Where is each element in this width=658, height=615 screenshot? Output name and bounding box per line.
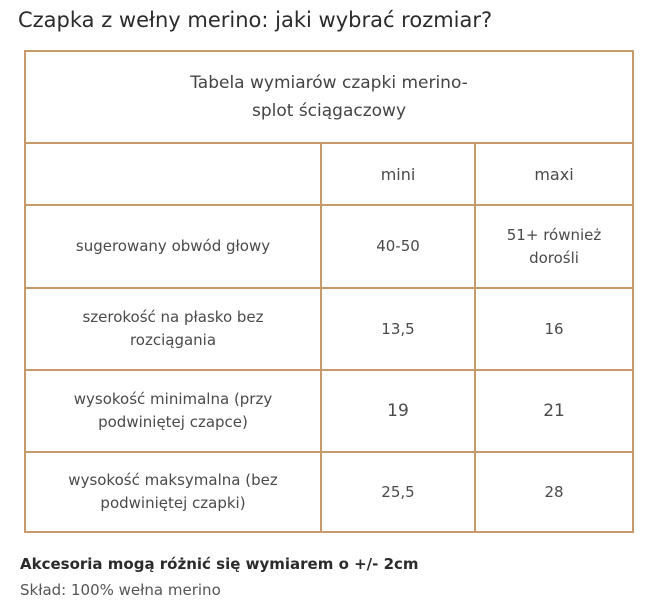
mini-value: 40-50 (321, 205, 475, 288)
table-header-row (25, 143, 633, 205)
maxi-value: 16 (475, 288, 633, 370)
table-caption-line-2: splot ściągaczowy (251, 101, 407, 121)
table-caption (25, 51, 633, 143)
maxi-value: 28 (475, 452, 633, 532)
maxi-value: 21 (475, 370, 633, 452)
mini-value: 25,5 (321, 452, 475, 532)
row-label-line-1: sugerowany obwód głowy (75, 237, 271, 255)
row-label-line-1: szerokość na płasko bez (82, 308, 264, 326)
row-label-line-2: podwiniętej czapce) (98, 413, 248, 431)
row-label-line-1: wysokość maksymalna (bez (68, 471, 278, 489)
maxi-value (475, 205, 633, 288)
table-row (25, 370, 633, 452)
row-label-line-2: rozciągania (129, 331, 217, 349)
composition-note: Skład: 100% wełna merino (20, 581, 221, 599)
row-label-line-2: podwiniętej czapki) (100, 494, 246, 512)
row-label-line-1: wysokość minimalna (przy (73, 390, 273, 408)
page-title: Czapka z wełny merino: jaki wybrać rozmiar? (18, 8, 493, 32)
row-label (25, 288, 321, 370)
row-label (25, 452, 321, 532)
column-header-maxi: maxi (475, 143, 633, 205)
accessories-note: Akcesoria mogą różnić się wymiarem o +/- 2cm (20, 555, 419, 573)
row-label (25, 205, 321, 288)
column-header-mini: mini (321, 143, 475, 205)
table-row (25, 288, 633, 370)
mini-value: 19 (321, 370, 475, 452)
row-label (25, 370, 321, 452)
mini-value: 13,5 (321, 288, 475, 370)
table-row (25, 205, 633, 288)
table-caption-line-1: Tabela wymiarów czapki merino- (190, 73, 468, 93)
column-header-label (25, 143, 321, 205)
size-table (24, 50, 634, 533)
table-caption-row (25, 51, 633, 143)
table-row (25, 452, 633, 532)
maxi-value-line-1: 51+ również (506, 225, 602, 244)
maxi-value-line-2: dorośli (529, 248, 579, 267)
